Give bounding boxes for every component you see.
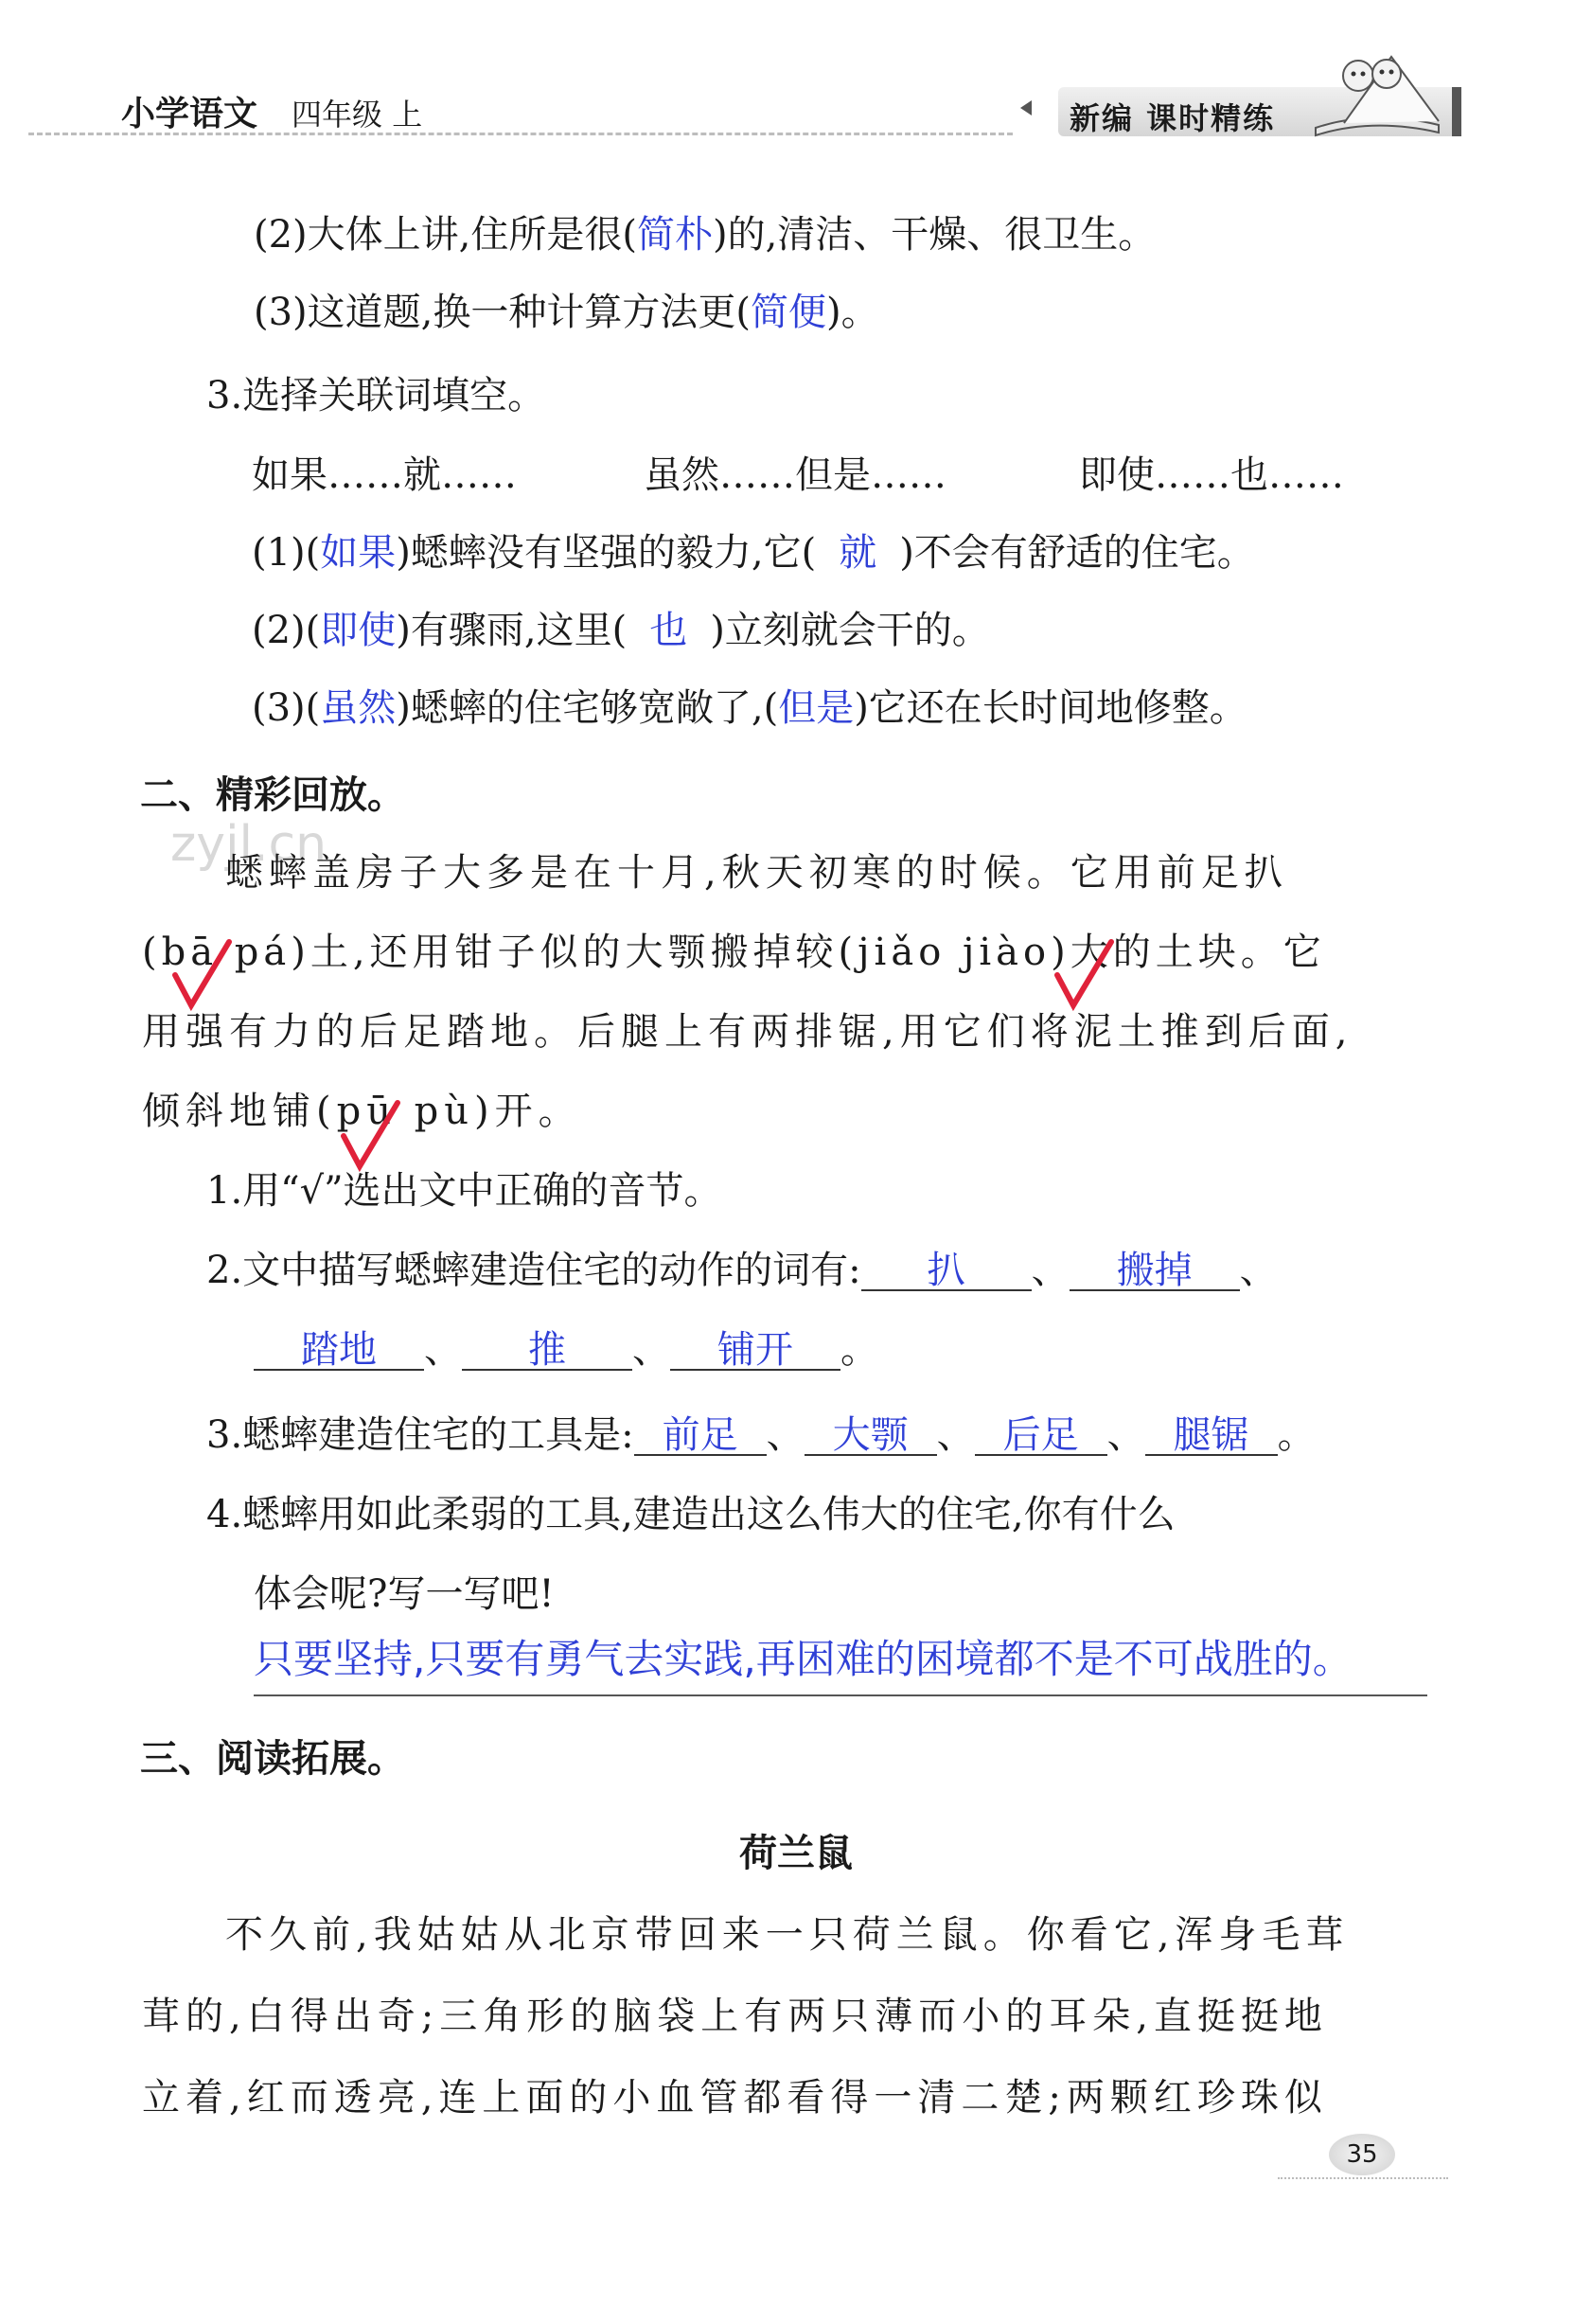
- q2-4-line-2: 体会呢?写一写吧!: [254, 1572, 555, 1616]
- book-mascot-icon: [1306, 38, 1448, 142]
- series-label: 新编 课时精练: [1070, 100, 1276, 136]
- book-name: 小学语文: [121, 95, 258, 133]
- story-line-2: 茸的,白得出奇;三角形的脑袋上有两只薄而小的耳朵,直挺挺地: [142, 1995, 1328, 2038]
- story-line-3: 立着,红而透亮,连上面的小血管都看得一清二楚;两颗红珍珠似: [142, 2076, 1328, 2120]
- section-3-title: 三、阅读拓展。: [140, 1737, 405, 1781]
- triangle-icon: [1020, 100, 1032, 115]
- answer-blank: 搬掉: [1070, 1251, 1240, 1291]
- grade-label: 四年级 上: [292, 97, 423, 133]
- footer-decoration: [1278, 2177, 1448, 2179]
- check-mark-icon: [1052, 937, 1119, 1013]
- q2-1-text: 1.用“√”选出文中正确的音节。: [206, 1169, 722, 1213]
- q2-2-text: 2.文中描写蟋蟀建造住宅的动作的词有: 扒 、 搬掉 、: [206, 1249, 1278, 1292]
- q2-2-line-2: 踏地 、 推 、 铺开 。: [254, 1331, 878, 1371]
- q2-3-text: 3.蟋蟀建造住宅的工具是: 前足 、 大颚 、 后足 、 腿锯 。: [206, 1413, 1316, 1457]
- passage-line-1: 蟋蟀盖房子大多是在十月,秋天初寒的时候。它用前足扒: [225, 851, 1288, 895]
- option-3: 即使……也……: [1079, 453, 1344, 497]
- q3-title: 3.选择关联词填空。: [206, 374, 546, 417]
- passage-line-2: (bā pá)土,还用钳子似的大颚搬掉较(jiǎo jiào)大的土块。它: [142, 931, 1326, 974]
- check-mark-icon: [339, 1098, 405, 1174]
- header-title: [121, 87, 422, 135]
- answer-blank: 后足: [975, 1416, 1107, 1456]
- q2-2-line: (2)大体上讲,住所是很(简朴)的,清洁、干燥、很卫生。: [254, 213, 1157, 257]
- header-divider: [28, 133, 1013, 135]
- answer-jianbian: 简便: [750, 291, 826, 334]
- answer-jianpu: 简朴: [636, 213, 713, 257]
- q2-3-line: (3)这道题,换一种计算方法更(简便)。: [254, 291, 879, 334]
- q3-1-line: (1)(如果)蟋蟀没有坚强的毅力,它( 就 )不会有舒适的住宅。: [252, 531, 1255, 575]
- answer-blank: 推: [462, 1331, 632, 1371]
- check-mark-icon: [170, 937, 237, 1013]
- story-line-1: 不久前,我姑姑从北京带回来一只荷兰鼠。你看它,浑身毛茸: [225, 1913, 1350, 1957]
- q2-4-line-1: 4.蟋蟀用如此柔弱的工具,建造出这么伟大的住宅,你有什么: [206, 1493, 1176, 1536]
- q3-3-line: (3)(虽然)蟋蟀的住宅够宽敞了,(但是)它还在长时间地修整。: [252, 686, 1247, 730]
- answer-blank: 踏地: [254, 1331, 424, 1371]
- option-2: 虽然……但是……: [644, 453, 946, 497]
- page-number: 35: [1329, 2134, 1395, 2175]
- q3-2-line: (2)(即使)有骤雨,这里( 也 )立刻就会干的。: [252, 609, 990, 652]
- banner-edge: [1452, 87, 1461, 136]
- answer-blank: 腿锯: [1145, 1416, 1278, 1456]
- section-2-title: 二、精彩回放。: [140, 773, 405, 817]
- answer-blank: 前足: [634, 1416, 767, 1456]
- passage-line-3: 用强有力的后足踏地。后腿上有两排锯,用它们将泥土推到后面,: [142, 1010, 1353, 1054]
- story-title: 荷兰鼠: [739, 1832, 853, 1875]
- watermark: zyjl.cn: [170, 816, 327, 873]
- q2-4-answer: 只要坚持,只要有勇气去实践,再困难的困境都不是不可战胜的。: [254, 1636, 1353, 1682]
- answer-blank: 大颚: [805, 1416, 937, 1456]
- answer-blank: 铺开: [670, 1331, 840, 1371]
- option-1: 如果……就……: [252, 453, 517, 497]
- passage-line-4: 倾斜地铺(pū pù)开。: [142, 1090, 582, 1133]
- answer-underline: [254, 1694, 1427, 1696]
- answer-blank: 扒: [861, 1251, 1032, 1291]
